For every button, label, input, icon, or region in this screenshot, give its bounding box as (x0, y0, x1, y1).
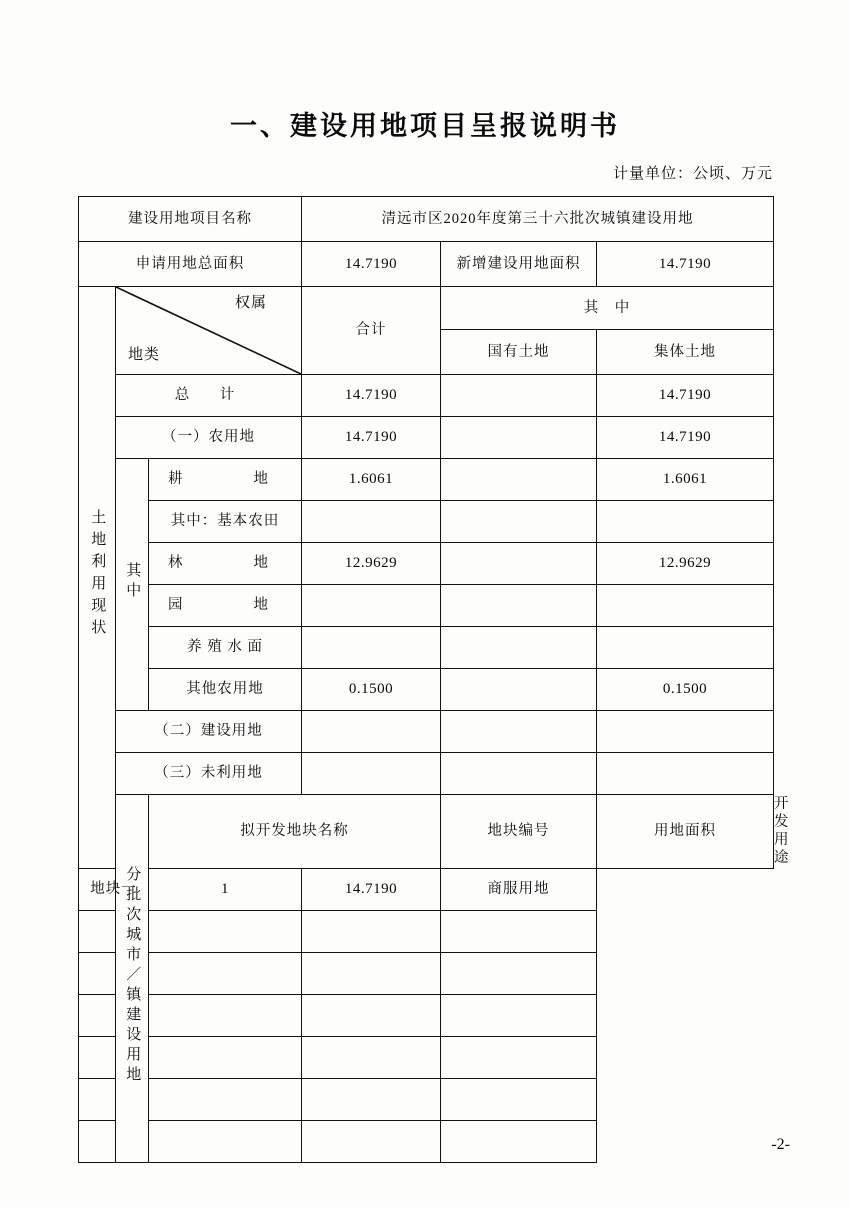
among-column-header: 其 中 (441, 287, 774, 330)
cell-state-owned (441, 669, 597, 711)
parcel-area (302, 952, 441, 994)
table-row (79, 711, 774, 753)
table-row (79, 197, 774, 242)
cell-state-owned (441, 459, 597, 501)
cell-collective: 1.6061 (597, 459, 774, 501)
cell-state-owned (441, 417, 597, 459)
parcel-header-row: 分批次城市／镇建设用地 拟开发地块名称 地块编号 用地面积 开发用途 (79, 795, 774, 869)
parcel-purpose (441, 952, 597, 994)
cell-collective: 0.1500 (597, 669, 774, 711)
table-row (79, 868, 774, 910)
parcel-code-header: 地块编号 (441, 795, 597, 869)
row-label-total: 总 计 (116, 375, 302, 417)
cell-total: 1.6061 (302, 459, 441, 501)
total-applied-area-label: 申请用地总面积 (79, 242, 302, 287)
row-label-aquaculture: 养 殖 水 面 (149, 627, 302, 669)
row-label-cultivated: 耕 地 (149, 459, 302, 501)
parcel-purpose (441, 910, 597, 952)
cell-state-owned (441, 753, 597, 795)
measurement-unit-note: 计量单位：公顷、万元 (612, 166, 773, 182)
parcel-area (302, 910, 441, 952)
cell-total: 14.7190 (302, 375, 441, 417)
parcel-code (149, 952, 302, 994)
row-label-basic-farmland: 其中：基本农田 (149, 501, 302, 543)
table-row (79, 242, 774, 287)
cell-total: 0.1500 (302, 669, 441, 711)
table-row (79, 994, 774, 1036)
parcel-purpose: 商服用地 (441, 868, 597, 910)
matrix-header-row (79, 287, 774, 330)
cell-collective: 14.7190 (597, 417, 774, 459)
cell-state-owned (441, 711, 597, 753)
nested-among-vertical-label (116, 459, 149, 711)
parcel-purpose (441, 1078, 597, 1120)
project-name-value: 清远市区2020年度第三十六批次城镇建设用地 (302, 197, 774, 242)
cell-collective (597, 711, 774, 753)
total-applied-area-value: 14.7190 (302, 242, 441, 287)
cell-total (302, 501, 441, 543)
table-row (79, 501, 774, 543)
row-label-forest: 林 地 (149, 543, 302, 585)
cell-total: 14.7190 (302, 417, 441, 459)
table-row (79, 1078, 774, 1120)
parcel-section-vertical-text: 分批次城市／镇建设用地 (124, 865, 141, 1086)
cell-collective (597, 501, 774, 543)
row-label-unused: （三）未利用地 (116, 753, 302, 795)
table-row (79, 1036, 774, 1078)
cell-total (302, 753, 441, 795)
table-row (79, 753, 774, 795)
row-label-garden: 园 地 (149, 585, 302, 627)
parcel-area (302, 1078, 441, 1120)
new-construction-area-value: 14.7190 (597, 242, 774, 287)
cell-total (302, 711, 441, 753)
parcel-area (302, 994, 441, 1036)
row-label-agricultural: （一）农用地 (116, 417, 302, 459)
parcel-purpose (441, 994, 597, 1036)
parcel-code (149, 1078, 302, 1120)
cell-state-owned (441, 585, 597, 627)
nested-among-vertical-text: 其中 (124, 561, 141, 602)
table-row (79, 543, 774, 585)
row-label-construction: （二）建设用地 (116, 711, 302, 753)
table-row (79, 417, 774, 459)
table-row (79, 627, 774, 669)
parcel-code (149, 1036, 302, 1078)
table-row (79, 669, 774, 711)
cell-collective (597, 627, 774, 669)
parcel-code: 1 (149, 868, 302, 910)
project-name-label: 建设用地项目名称 (79, 197, 302, 242)
parcel-name-header: 拟开发地块名称 (149, 795, 441, 869)
total-column-header: 合计 (302, 287, 441, 375)
cell-state-owned (441, 543, 597, 585)
table-row (79, 375, 774, 417)
diagonal-header-cell (116, 287, 302, 375)
ownership-header-label: 权属 (235, 295, 268, 311)
parcel-code (149, 910, 302, 952)
land-use-section-vertical-text: 土地利用现状 (89, 508, 106, 641)
table-row (79, 952, 774, 994)
parcel-code (149, 994, 302, 1036)
land-use-section-vertical-label (79, 287, 116, 869)
table-row (79, 459, 774, 501)
cell-state-owned (441, 501, 597, 543)
land-use-report-table (78, 196, 790, 1163)
cell-collective (597, 753, 774, 795)
state-owned-column-header: 国有土地 (441, 330, 597, 375)
parcel-name: 地块一 (79, 868, 149, 910)
landtype-header-label: 地类 (128, 347, 161, 364)
cell-total (302, 627, 441, 669)
cell-state-owned (441, 627, 597, 669)
cell-state-owned (441, 375, 597, 417)
cell-total: 12.9629 (302, 543, 441, 585)
row-label-other-agricultural: 其他农用地 (149, 669, 302, 711)
parcel-area: 14.7190 (302, 868, 441, 910)
cell-collective (597, 585, 774, 627)
cell-collective: 14.7190 (597, 375, 774, 417)
table-row (79, 910, 774, 952)
parcel-purpose (441, 1036, 597, 1078)
collective-column-header: 集体土地 (597, 330, 774, 375)
page-number: -2- (771, 1136, 790, 1153)
table-row (79, 585, 774, 627)
parcel-area-header: 用地面积 (597, 795, 774, 869)
cell-total (302, 585, 441, 627)
parcel-area (302, 1036, 441, 1078)
new-construction-area-label: 新增建设用地面积 (441, 242, 597, 287)
cell-collective: 12.9629 (597, 543, 774, 585)
page-title: 一、建设用地项目呈报说明书 (230, 111, 620, 141)
